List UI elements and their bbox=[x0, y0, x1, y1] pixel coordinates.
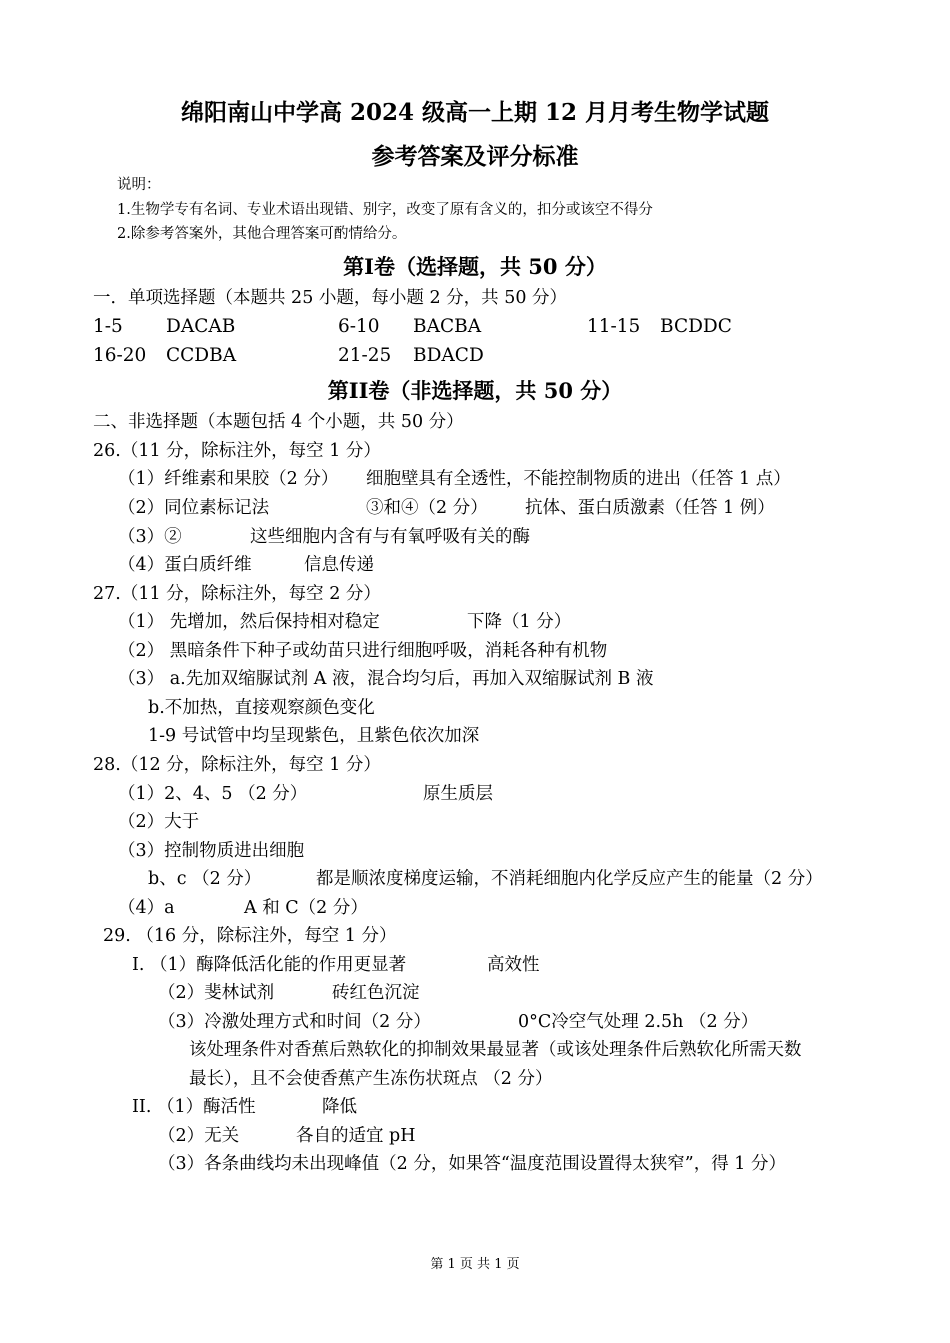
q27-answer-2: （2） 黑暗条件下种子或幼苗只进行细胞呼吸，消耗各种有机物 bbox=[118, 641, 608, 661]
q28-answer-5b: A 和 C（2 分） bbox=[244, 898, 368, 918]
answer-range-5: 21-25 bbox=[338, 345, 392, 366]
q29-part-ii-answer-1b: 降低 bbox=[322, 1097, 357, 1117]
q28-answer-4a: b、c （2 分） bbox=[148, 869, 262, 889]
q29-part-i-answer-1a: I. （1）酶降低活化能的作用更显著 bbox=[132, 955, 407, 975]
q29-header: 29. （16 分，除标注外，每空 1 分） bbox=[103, 926, 397, 946]
q27-answer-5: 1-9 号试管中均呈现紫色，且紫色依次加深 bbox=[148, 726, 480, 746]
note-item-2: 2.除参考答案外，其他合理答案可酌情给分。 bbox=[117, 226, 407, 242]
answer-range-2: 6-10 bbox=[338, 316, 380, 337]
answer-value-5: BDACD bbox=[413, 345, 484, 366]
q29-part-i-answer-2a: （2）斐林试剂 bbox=[158, 983, 275, 1003]
q27-header: 27.（11 分，除标注外，每空 2 分） bbox=[93, 584, 381, 604]
q26-answer-3b: 这些细胞内含有与有氧呼吸有关的酶 bbox=[250, 527, 530, 547]
q26-answer-4a: （4）蛋白质纤维 bbox=[118, 555, 252, 575]
notes-heading: 说明： bbox=[117, 177, 161, 193]
q26-answer-2b: ③和④（2 分） bbox=[366, 498, 488, 518]
q28-header: 28.（12 分，除标注外，每空 1 分） bbox=[93, 755, 381, 775]
q28-answer-1a: （1）2、4、5 （2 分） bbox=[118, 784, 308, 804]
q29-part-i-answer-5: 最长），且不会使香蕉产生冻伤状斑点 （2 分） bbox=[189, 1069, 553, 1089]
title-line-2: 参考答案及评分标准 bbox=[371, 143, 579, 170]
q27-answer-4: b.不加热，直接观察颜色变化 bbox=[148, 698, 375, 718]
part2-section-heading: 二、非选择题（本题包括 4 个小题，共 50 分） bbox=[93, 412, 464, 432]
part1-title: 第Ⅰ卷（选择题，共 50 分） bbox=[343, 254, 607, 279]
q27-answer-1a: （1） 先增加，然后保持相对稳定 bbox=[118, 612, 380, 632]
note-item-1: 1.生物学专有名词、专业术语出现错、别字，改变了原有含义的，扣分或该空不得分 bbox=[117, 202, 653, 218]
q29-part-ii-answer-3: （3）各条曲线均未出现峰值（2 分，如果答“温度范围设置得太狭窄”，得 1 分） bbox=[158, 1154, 786, 1174]
part1-section-heading: 一．单项选择题（本题共 25 小题，每小题 2 分，共 50 分） bbox=[93, 288, 568, 308]
q29-part-i-answer-2b: 砖红色沉淀 bbox=[332, 983, 420, 1003]
q29-part-ii-answer-2b: 各自的适宜 pH bbox=[296, 1126, 416, 1146]
q26-answer-1b: 细胞壁具有全透性，不能控制物质的进出（任答 1 点） bbox=[366, 469, 791, 489]
answer-range-4: 16-20 bbox=[93, 345, 147, 366]
answer-range-3: 11-15 bbox=[587, 316, 641, 337]
q28-answer-2: （2）大于 bbox=[118, 812, 200, 832]
q26-answer-3a: （3）② bbox=[118, 527, 182, 547]
title-line-1: 绵阳南山中学高 2024 级高一上期 12 月月考生物学试题 bbox=[180, 99, 770, 126]
q26-header: 26.（11 分，除标注外，每空 1 分） bbox=[93, 441, 381, 461]
answer-value-2: BACBA bbox=[413, 316, 482, 337]
q28-answer-5a: （4）a bbox=[118, 898, 175, 918]
q28-answer-1b: 原生质层 bbox=[423, 784, 493, 804]
q29-part-i-answer-3a: （3）冷激处理方式和时间（2 分） bbox=[158, 1012, 431, 1032]
part2-title: 第II卷（非选择题，共 50 分） bbox=[327, 378, 623, 403]
q26-answer-4b: 信息传递 bbox=[304, 555, 374, 575]
q28-answer-3: （3）控制物质进出细胞 bbox=[118, 841, 305, 861]
q27-answer-1b: 下降（1 分） bbox=[467, 612, 572, 632]
page-footer: 第 1 页 共 1 页 bbox=[430, 1257, 520, 1272]
answer-range-1: 1-5 bbox=[93, 316, 123, 337]
q29-part-i-answer-4: 该处理条件对香蕉后熟软化的抑制效果最显著（或该处理条件后熟软化所需天数 bbox=[189, 1040, 802, 1060]
q28-answer-4b: 都是顺浓度梯度运输，不消耗细胞内化学反应产生的能量（2 分） bbox=[316, 869, 823, 889]
answer-value-4: CCDBA bbox=[166, 345, 237, 366]
q26-answer-1a: （1）纤维素和果胶（2 分） bbox=[118, 469, 339, 489]
q29-part-i-answer-1b: 高效性 bbox=[487, 955, 540, 975]
answer-value-3: BCDDC bbox=[660, 316, 732, 337]
answer-value-1: DACAB bbox=[166, 316, 236, 337]
q29-part-i-answer-3b: 0°C冷空气处理 2.5h （2 分） bbox=[518, 1012, 759, 1032]
q29-part-ii-answer-1a: II. （1）酶活性 bbox=[132, 1097, 256, 1117]
q26-answer-2a: （2）同位素标记法 bbox=[118, 498, 270, 518]
q26-answer-2c: 抗体、蛋白质激素（任答 1 例） bbox=[525, 498, 775, 518]
q27-answer-3: （3） a.先加双缩脲试剂 A 液，混合均匀后，再加入双缩脲试剂 B 液 bbox=[118, 669, 654, 689]
q29-part-ii-answer-2a: （2）无关 bbox=[158, 1126, 240, 1146]
